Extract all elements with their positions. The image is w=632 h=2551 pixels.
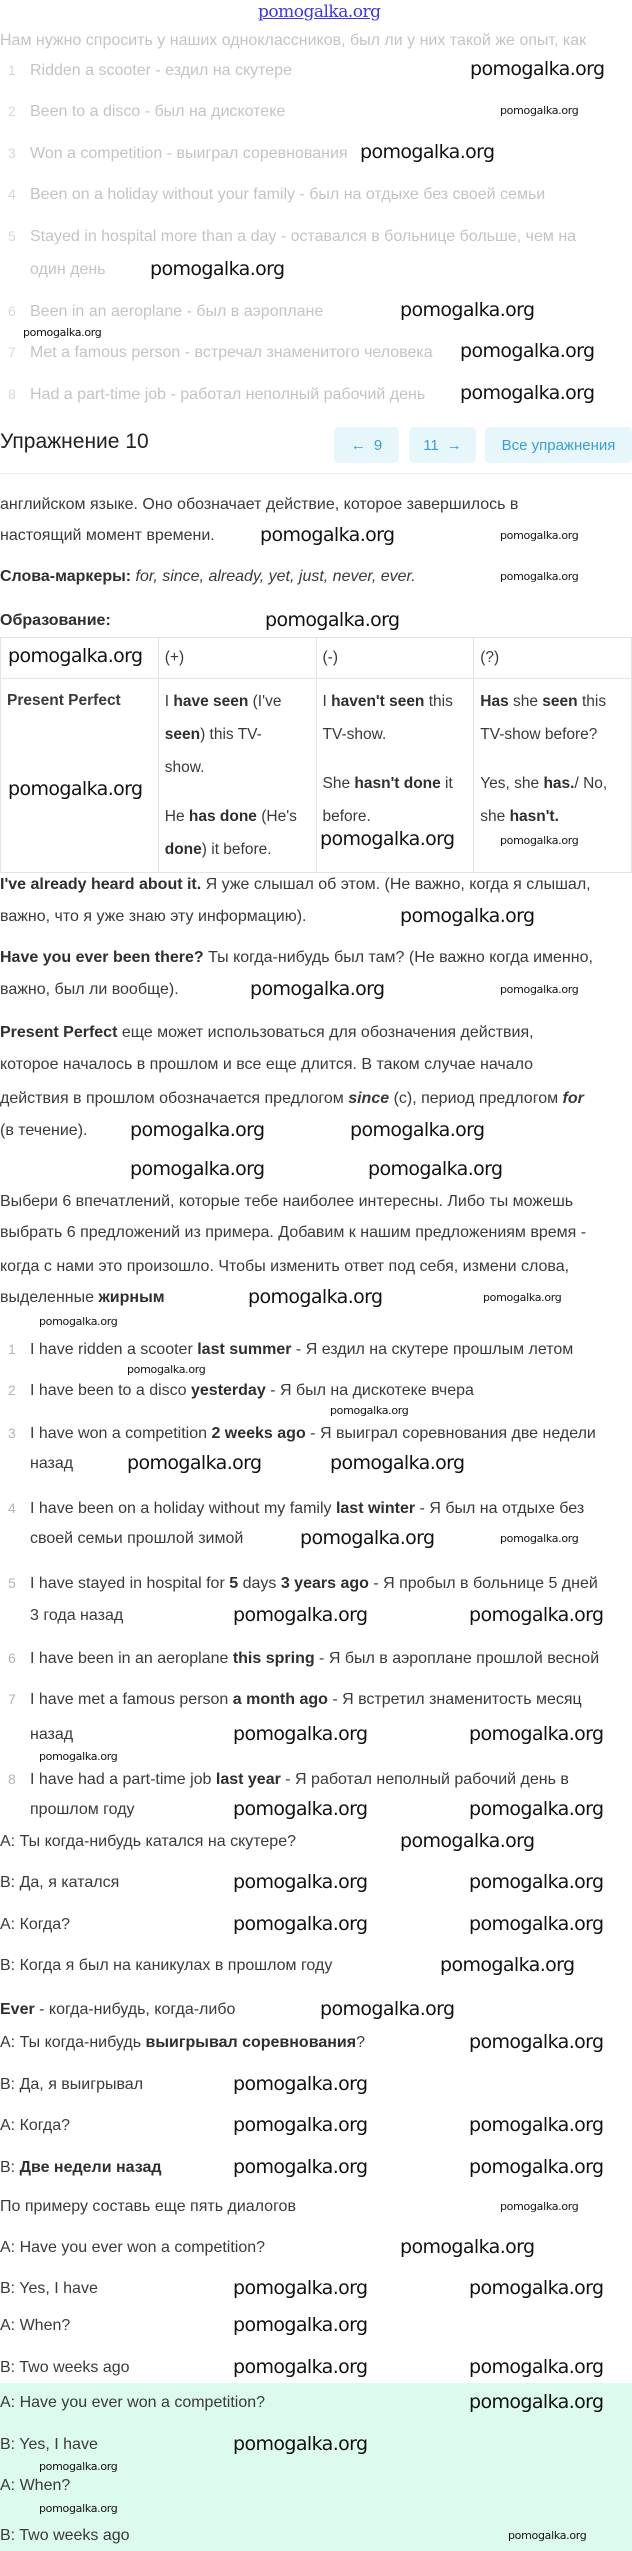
- text-segment: I have been in an aeroplane: [30, 1650, 233, 1667]
- watermark: pomogalka.org: [300, 1527, 435, 1549]
- cell-line: [480, 685, 625, 718]
- watermark: pomogalka.org: [469, 1723, 604, 1745]
- text-segment: Две недели назад: [19, 2159, 162, 2176]
- text-segment: B: Когда я был на каникулах в прошлом году: [0, 1957, 333, 1974]
- text-segment: I have ridden a scooter: [30, 1341, 198, 1358]
- dialog-line: [0, 2316, 70, 2336]
- item-number: 2: [8, 1382, 16, 1398]
- item-number: 7: [8, 1691, 16, 1707]
- watermark: pomogalka.org: [469, 2031, 604, 2053]
- watermark: pomogalka.org: [469, 2277, 604, 2299]
- item-text: [30, 1575, 598, 1592]
- watermark: pomogalka.org: [460, 382, 595, 404]
- item-text: Been in an aeroplane - был в аэроплане: [30, 303, 324, 320]
- text-segment: Present Perfect: [0, 1024, 118, 1041]
- text-segment: I have had a part-time job: [30, 1771, 216, 1788]
- text-segment: a month ago: [232, 1691, 328, 1708]
- watermark: pomogalka.org: [150, 258, 285, 280]
- dialog-line: [0, 2033, 365, 2053]
- table-header-cell: (?): [474, 638, 632, 679]
- answer-item: [8, 1423, 596, 1444]
- watermark: pomogalka.org: [460, 340, 595, 362]
- page-title: Упражнение 10: [0, 430, 149, 453]
- watermark: pomogalka.org: [233, 1723, 368, 1745]
- text-segment: (He's: [256, 808, 297, 825]
- watermark: pomogalka.org: [500, 529, 579, 542]
- text-segment: I have been on a holiday without my family: [30, 1500, 336, 1517]
- table-header-cell: [1, 638, 159, 679]
- formation-label: [0, 611, 111, 631]
- watermark: pomogalka.org: [469, 1913, 604, 1935]
- item-text: [30, 1425, 596, 1442]
- dialog-line: [0, 2158, 162, 2178]
- watermark: pomogalka.org: [320, 828, 455, 850]
- answer-item-continued: [30, 1606, 123, 1626]
- item-text: [30, 1691, 582, 1708]
- task-text: [0, 1192, 573, 1212]
- watermark: pomogalka.org: [500, 834, 579, 847]
- watermark: pomogalka.org: [23, 326, 102, 339]
- watermark: pomogalka.org: [233, 2156, 368, 2178]
- item-number: 6: [8, 1650, 16, 1666]
- text-segment: for: [562, 1090, 584, 1107]
- dialog-line: [0, 2526, 130, 2546]
- text-segment: I: [322, 693, 332, 710]
- watermark: pomogalka.org: [500, 2200, 579, 2213]
- watermark: pomogalka.org: [500, 570, 579, 583]
- text-segment: 3 года назад: [30, 1607, 124, 1624]
- cell-line: [165, 751, 310, 784]
- watermark: pomogalka.org: [500, 1532, 579, 1545]
- text-segment: которое началось в прошлом и все еще длится. В таком случае начало: [0, 1056, 534, 1073]
- text-segment: Выбери 6 впечатлений, которые тебе наиболее интересны. Либо ты можешь: [0, 1193, 574, 1210]
- ever-note: [0, 2000, 235, 2020]
- text-segment: Я уже слышал об этом. (Не важно, когда я слышал,: [201, 876, 591, 893]
- item-text: Stayed in hospital more than a day - оставался в больнице больше, чем на: [30, 228, 577, 245]
- watermark: pomogalka.org: [233, 2356, 368, 2378]
- dialog-line: [0, 2358, 130, 2378]
- item-number: 7: [8, 344, 16, 360]
- text-segment: A: When?: [0, 2317, 71, 2334]
- table-cell-negative: [316, 679, 474, 873]
- watermark: pomogalka.org: [360, 141, 495, 163]
- text-segment: TV-show before?: [480, 726, 598, 743]
- text-segment: before.: [322, 808, 371, 825]
- watermark: pomogalka.org: [400, 905, 535, 927]
- item-number: 8: [8, 386, 16, 402]
- row-label: Present Perfect: [1, 679, 159, 873]
- item-number: 8: [8, 1771, 16, 1787]
- text-segment: she: [480, 808, 510, 825]
- text-segment: B: Two weeks ago: [0, 2359, 130, 2376]
- text-segment: seen: [164, 726, 201, 743]
- dialog-line: [0, 2476, 70, 2496]
- text-segment: B:: [0, 2159, 20, 2176]
- watermark: pomogalka.org: [440, 1954, 575, 1976]
- text-segment: выделенные: [0, 1289, 99, 1306]
- table-header-cell: (-): [316, 638, 474, 679]
- watermark: pomogalka.org: [508, 2529, 587, 2542]
- watermark: pomogalka.org: [127, 1452, 262, 1474]
- text-segment: days: [238, 1575, 281, 1592]
- arrow-left-icon: ←: [350, 436, 366, 454]
- top-list-item: [8, 226, 576, 247]
- answer-item: [8, 1380, 474, 1401]
- item-text: [30, 1341, 573, 1358]
- answer-item-continued: [30, 1800, 135, 1820]
- watermark: pomogalka.org: [233, 2433, 368, 2455]
- text-segment: hasn't.: [509, 808, 559, 825]
- text-segment: (в течение).: [0, 1122, 88, 1139]
- text-segment: своей семьи прошлой зимой: [30, 1530, 244, 1547]
- text-segment: ) this TV-: [200, 726, 262, 743]
- text-segment: since: [348, 1090, 390, 1107]
- dialog-line: [0, 2435, 98, 2455]
- text-segment: - Я встретил знаменитость месяц: [327, 1691, 582, 1708]
- item-number: 6: [8, 303, 16, 319]
- watermark: pomogalka.org: [368, 1158, 503, 1180]
- watermark: pomogalka.org: [250, 978, 385, 1000]
- watermark: pomogalka.org: [233, 1798, 368, 1820]
- text-segment: this: [424, 693, 453, 710]
- top-list-item: [8, 143, 348, 164]
- watermark: pomogalka.org: [248, 1286, 383, 1308]
- task-text: [0, 1223, 586, 1243]
- item-number: 3: [8, 1425, 16, 1441]
- text-segment: ) it before.: [201, 841, 272, 858]
- answer-item-continued: [30, 1454, 73, 1474]
- text-segment: has.: [543, 775, 575, 792]
- watermark: pomogalka.org: [469, 1871, 604, 1893]
- watermark: pomogalka.org: [469, 2356, 604, 2378]
- watermark: pomogalka.org: [483, 1291, 562, 1304]
- next-exercise-label: 11: [423, 436, 439, 454]
- text-segment: this spring: [232, 1650, 315, 1667]
- dialog-line: [0, 1956, 332, 1976]
- dialog-line: [0, 1915, 70, 1935]
- text-segment: I have been to a disco: [30, 1382, 191, 1399]
- text-segment: He: [164, 808, 189, 825]
- next-exercise-button[interactable]: [409, 427, 476, 463]
- item-text: Been to a disco - был на дискотеке: [30, 103, 286, 120]
- cell-line: [165, 718, 310, 751]
- text-segment: last summer: [197, 1341, 292, 1358]
- text-segment: По примеру составь еще пять диалогов: [0, 2198, 296, 2215]
- text-segment: haven't seen: [331, 693, 425, 710]
- item-text: Met a famous person - встречал знаменитого человека: [30, 344, 433, 361]
- text-segment: has done: [188, 808, 257, 825]
- text-segment: Yes, she: [480, 775, 544, 792]
- text-segment: важно, был ли вообще).: [0, 981, 179, 998]
- text-segment: (I've: [248, 693, 282, 710]
- answer-item-continued: [30, 1529, 243, 1549]
- top-list-item: [8, 301, 323, 322]
- text-segment: прошлом году: [30, 1801, 135, 1818]
- text-segment: for, since, already, yet, just, never, ever.: [135, 568, 416, 585]
- text-segment: / No,: [574, 775, 608, 792]
- text-segment: B: Yes, I have: [0, 2280, 98, 2297]
- intro-text: Нам нужно спросить у наших одноклассников, был ли у них такой же опыт, как: [0, 32, 587, 49]
- watermark: pomogalka.org: [400, 2236, 535, 2258]
- item-text: Had a part-time job - работал неполный рабочий день: [30, 386, 426, 403]
- item-text: Ridden a scooter - ездил на скутере: [30, 62, 292, 79]
- divider: [0, 473, 632, 474]
- text-segment: еще может использоваться для обозначения действия,: [117, 1024, 534, 1041]
- answer-item-continued: [30, 1725, 73, 1745]
- watermark: pomogalka.org: [469, 1798, 604, 1820]
- answer-item: [8, 1498, 584, 1519]
- text-segment: назад: [30, 1726, 74, 1743]
- text-segment: have seen: [173, 693, 249, 710]
- watermark: pomogalka.org: [469, 2114, 604, 2136]
- table-header-row: [1, 638, 632, 679]
- text-segment: She: [322, 775, 355, 792]
- site-logo[interactable]: pomogalka.org: [258, 2, 381, 22]
- item-number: 2: [8, 103, 16, 119]
- theory-text: [0, 1055, 533, 1075]
- cell-line: [323, 685, 468, 718]
- watermark: pomogalka.org: [470, 58, 605, 80]
- text-segment: Has: [480, 693, 509, 710]
- text-segment: B: Да, я выигрывал: [0, 2076, 144, 2093]
- watermark: pomogalka.org: [39, 2460, 118, 2473]
- text-segment: Ever: [0, 2001, 35, 2018]
- prev-exercise-button[interactable]: [334, 427, 399, 463]
- text-segment: - когда-нибудь, когда-либо: [34, 2001, 236, 2018]
- text-segment: Ты когда-нибудь был там? (Не важно когда именно,: [203, 949, 593, 966]
- text-segment: done: [164, 841, 202, 858]
- answer-item: [8, 1648, 599, 1669]
- watermark: pomogalka.org: [500, 104, 579, 117]
- answer-item: [8, 1769, 569, 1790]
- item-text: Been on a holiday without your family - был на отдыхе без своей семьи: [30, 186, 546, 203]
- watermark: pomogalka.org: [400, 299, 535, 321]
- spacer: [165, 784, 310, 800]
- dialog-line: [0, 1832, 296, 1852]
- task-text: [0, 2197, 296, 2217]
- text-segment: - Я ездил на скутере прошлым летом: [291, 1341, 574, 1358]
- theory-text: [0, 1023, 534, 1043]
- item-number: 3: [8, 145, 16, 161]
- task-text: [0, 1257, 569, 1277]
- text-segment: I've already heard about it.: [0, 876, 202, 893]
- cell-line: [323, 800, 468, 833]
- text-segment: seen: [542, 693, 578, 710]
- dialog-line: [0, 2393, 265, 2413]
- watermark: pomogalka.org: [130, 1119, 265, 1141]
- watermark: pomogalka.org: [8, 645, 143, 667]
- text-segment: выбрать 6 предложений из примера. Добавим к нашим предложениям время -: [0, 1224, 587, 1241]
- watermark: pomogalka.org: [330, 1452, 465, 1474]
- watermark: pomogalka.org: [233, 1604, 368, 1626]
- text-segment: show.: [164, 759, 205, 776]
- table-row: [1, 679, 632, 873]
- text-segment: 5: [229, 1575, 239, 1592]
- arrow-right-icon: →: [446, 436, 462, 454]
- text-segment: last winter: [335, 1500, 416, 1517]
- dialog-line: [0, 2075, 143, 2095]
- theory-text: настоящий момент времени.: [0, 527, 215, 544]
- watermark: pomogalka.org: [39, 2502, 118, 2515]
- text-segment: Слова-маркеры:: [0, 568, 136, 585]
- text-segment: ?: [356, 2034, 365, 2051]
- text-segment: she: [508, 693, 543, 710]
- text-segment: TV-show.: [322, 726, 387, 743]
- cell-line: [165, 800, 310, 833]
- watermark: pomogalka.org: [233, 2314, 368, 2336]
- item-number: 1: [8, 62, 16, 78]
- item-number: 4: [8, 186, 16, 202]
- text-segment: Have you ever been there?: [0, 949, 204, 966]
- text-segment: I have met a famous person: [30, 1691, 233, 1708]
- answer-item: [8, 1573, 598, 1594]
- text-segment: last year: [215, 1771, 281, 1788]
- top-list-item: [8, 384, 425, 405]
- text-segment: - Я был на дискотеке вчера: [265, 1382, 474, 1399]
- text-segment: A: When?: [0, 2477, 71, 2494]
- item-number: 5: [8, 228, 16, 244]
- item-text: [30, 1500, 584, 1517]
- text-segment: A: Have you ever won a competition?: [0, 2394, 266, 2411]
- top-list-item-continued: один день: [30, 261, 106, 278]
- cell-line: [480, 718, 625, 751]
- marker-words: [0, 567, 416, 587]
- item-text: [30, 1650, 599, 1667]
- text-segment: - Я выиграл соревнования две недели: [305, 1425, 596, 1442]
- present-perfect-table: [0, 637, 632, 873]
- table-header-cell: (+): [158, 638, 316, 679]
- table-cell-affirmative: [158, 679, 316, 873]
- spacer: [480, 751, 625, 767]
- cell-line: [165, 833, 310, 866]
- text-segment: 3 years ago: [280, 1575, 369, 1592]
- watermark: pomogalka.org: [8, 778, 143, 800]
- example-text: [0, 980, 179, 1000]
- example-text: [0, 948, 593, 968]
- prev-exercise-label: 9: [373, 436, 383, 454]
- watermark: pomogalka.org: [500, 983, 579, 996]
- text-segment: - Я был в аэроплане прошлой весной: [314, 1650, 600, 1667]
- watermark: pomogalka.org: [130, 1158, 265, 1180]
- watermark: pomogalka.org: [350, 1119, 485, 1141]
- watermark: pomogalka.org: [39, 1315, 118, 1328]
- text-segment: когда с нами это произошло. Чтобы изменить ответ под себя, измени слова,: [0, 1258, 570, 1275]
- example-text: [0, 907, 307, 927]
- text-segment: it: [440, 775, 453, 792]
- item-number: 5: [8, 1575, 16, 1591]
- text-segment: действия в прошлом обозначается предлогом: [0, 1090, 349, 1107]
- text-segment: (с), период предлогом: [389, 1090, 563, 1107]
- text-segment: B: Да, я катался: [0, 1874, 120, 1891]
- answer-item: [8, 1339, 573, 1360]
- watermark: pomogalka.org: [265, 609, 400, 631]
- text-segment: yesterday: [191, 1382, 266, 1399]
- dialog-line: [0, 1873, 119, 1893]
- text-segment: hasn't done: [354, 775, 441, 792]
- watermark: pomogalka.org: [39, 1750, 118, 1763]
- text-segment: A: Ты когда-нибудь катался на скутере?: [0, 1833, 296, 1850]
- watermark: pomogalka.org: [330, 1404, 409, 1417]
- text-segment: A: Когда?: [0, 2117, 71, 2134]
- task-text: [0, 1288, 165, 1308]
- cell-line: [480, 800, 625, 833]
- all-exercises-button[interactable]: Все упражнения: [485, 427, 632, 463]
- cell-line: [323, 718, 468, 751]
- text-segment: A: Ты когда-нибудь: [0, 2034, 146, 2051]
- cell-line: [165, 685, 310, 718]
- text-segment: A: Когда?: [0, 1916, 71, 1933]
- watermark: pomogalka.org: [233, 2073, 368, 2095]
- text-segment: this: [577, 693, 607, 710]
- theory-text: [0, 1089, 584, 1109]
- text-segment: назад: [30, 1455, 74, 1472]
- dialog-line: [0, 2238, 265, 2258]
- text-segment: I have won a competition: [30, 1425, 212, 1442]
- watermark: pomogalka.org: [469, 2156, 604, 2178]
- text-segment: выигрывал соревнования: [145, 2034, 357, 2051]
- text-segment: I have stayed in hospital for: [30, 1575, 230, 1592]
- text-segment: Образование:: [0, 612, 111, 629]
- cell-line: [323, 767, 468, 800]
- watermark: pomogalka.org: [233, 1913, 368, 1935]
- text-segment: A: Have you ever won a competition?: [0, 2239, 266, 2256]
- text-segment: жирным: [98, 1289, 165, 1306]
- watermark: pomogalka.org: [320, 1998, 455, 2020]
- item-text: [30, 1771, 569, 1788]
- theory-text: [0, 1121, 87, 1141]
- watermark: pomogalka.org: [233, 2114, 368, 2136]
- item-text: Won a competition - выиграл соревнования: [30, 145, 348, 162]
- top-list-item: [8, 184, 545, 205]
- example-text: [0, 875, 591, 895]
- item-number: 1: [8, 1341, 16, 1357]
- spacer: [323, 751, 468, 767]
- answer-item: [8, 1689, 582, 1710]
- text-segment: - Я пробыл в больнице 5 дней: [368, 1575, 598, 1592]
- item-number: 4: [8, 1500, 16, 1516]
- theory-text: английском языке. Оно обозначает действие, которое завершилось в: [0, 496, 519, 513]
- watermark: pomogalka.org: [260, 524, 395, 546]
- dialog-line: [0, 2279, 98, 2299]
- top-list-item: [8, 101, 285, 122]
- text-segment: важно, что я уже знаю эту информацию).: [0, 908, 307, 925]
- text-segment: 2 weeks ago: [211, 1425, 306, 1442]
- watermark: pomogalka.org: [400, 1830, 535, 1852]
- dialog-line: [0, 2116, 70, 2136]
- table-cell-question: [474, 679, 632, 873]
- text-segment: - Я был на отдыхе без: [415, 1500, 585, 1517]
- watermark: pomogalka.org: [233, 2277, 368, 2299]
- top-list-item: [8, 60, 292, 81]
- watermark: pomogalka.org: [469, 1604, 604, 1626]
- text-segment: B: Two weeks ago: [0, 2527, 130, 2544]
- text-segment: B: Yes, I have: [0, 2436, 98, 2453]
- cell-line: [480, 767, 625, 800]
- watermark: pomogalka.org: [127, 1363, 206, 1376]
- item-text: [30, 1382, 474, 1399]
- text-segment: I: [164, 693, 174, 710]
- watermark: pomogalka.org: [233, 1871, 368, 1893]
- watermark: pomogalka.org: [469, 2391, 604, 2413]
- text-segment: - Я работал неполный рабочий день в: [280, 1771, 569, 1788]
- top-list-item: [8, 342, 433, 363]
